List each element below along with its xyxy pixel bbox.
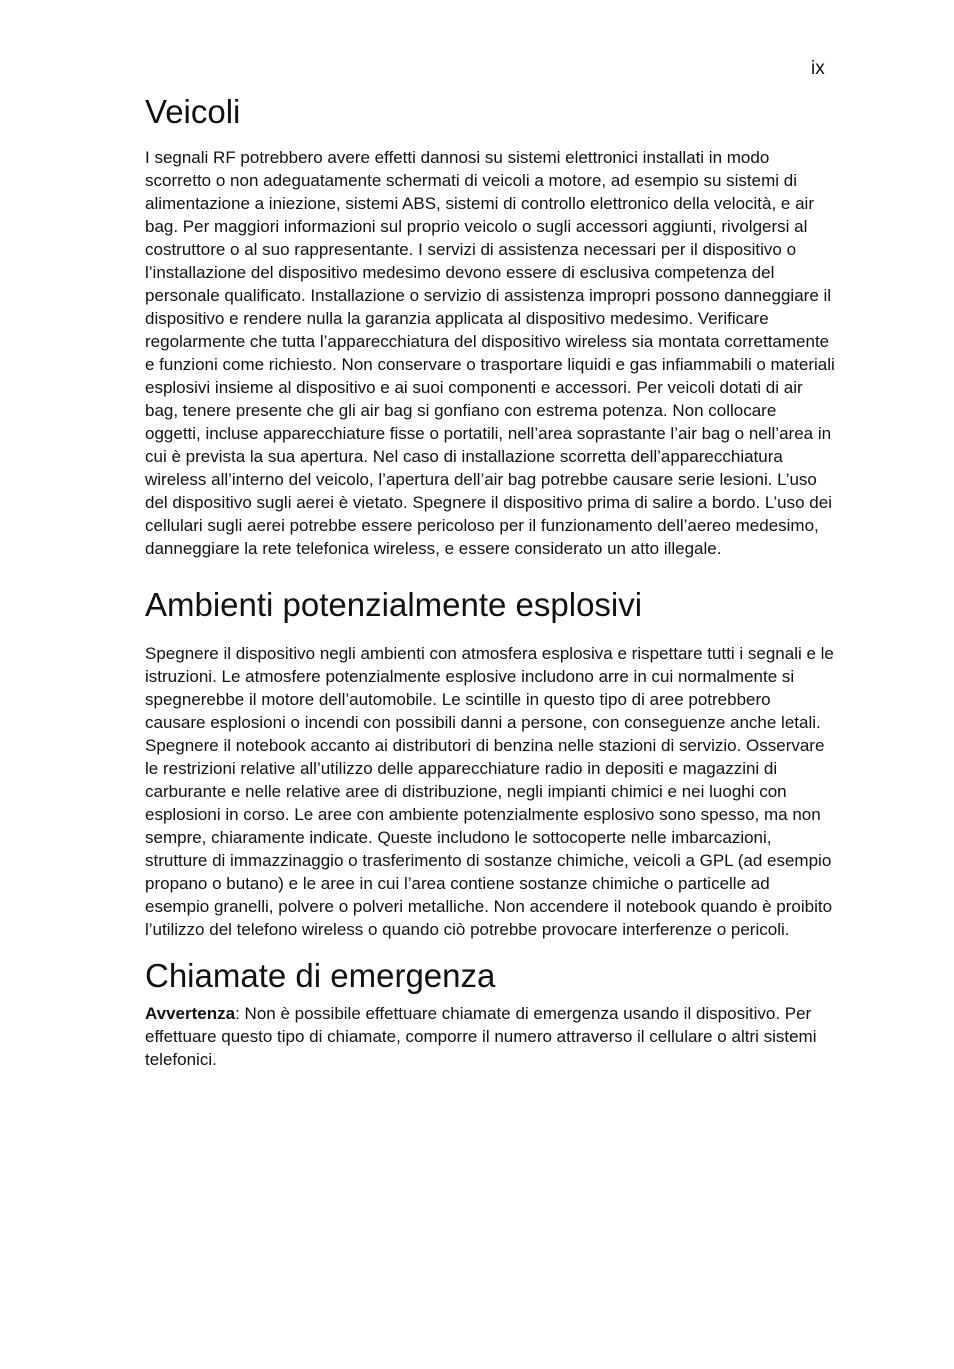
section-body-chiamate-emergenza	[145, 1002, 835, 1071]
section-title-ambienti-esplosivi: Ambienti potenzialmente esplosivi	[145, 586, 643, 623]
page-content	[145, 92, 835, 1071]
warning-text: : Non è possibile effettuare chiamate di emergenza usando il dispositivo. Per effettuare questo tipo di chiamate, comporre il numero attraverso il cellulare o altri sistemi telefonici.	[145, 1004, 817, 1069]
section-title-chiamate-emergenza: Chiamate di emergenza	[145, 957, 496, 994]
page-number: ix	[811, 58, 825, 79]
section-title-veicoli: Veicoli	[145, 93, 241, 130]
section-body-ambienti-esplosivi: Spegnere il dispositivo negli ambienti con atmosfera esplosiva e rispettare tutti i segnali e le istruzioni. Le atmosfere potenzialmente esplosive includono arre in cui normalmente si spegnerebbe il motore dell’automobile. Le scintille in questo tipo di aree potrebbero causare esplosioni o incendi con possibili danni a persone, con conseguenze anche letali. Spegnere il notebook accanto ai distributori di benzina nelle stazioni di servizio. Osservare le restrizioni relative all’utilizzo delle apparecchiature radio in depositi e magazzini di carburante e nelle relative aree di distribuzione, negli impianti chimici e nei luoghi con esplosioni in corso. Le aree con ambiente potenzialmente esplosivo sono spesso, ma non sempre, chiaramente indicate. Queste includono le sottocoperte nelle imbarcazioni, strutture di immazzinaggio o trasferimento di sostanze chimiche, veicoli a GPL (ad esempio propano o butano) e le aree in cui l’area contiene sostanze chimiche o particelle ad esempio granelli, polvere o polveri metalliche. Non accendere il notebook quando è proibito l’utilizzo del telefono wireless o quando ciò potrebbe provocare interferenze o pericoli.	[145, 644, 834, 939]
section-body-veicoli: I segnali RF potrebbero avere effetti dannosi su sistemi elettronici installati in modo scorretto o non adeguatamente schermati di veicoli a motore, ad esempio su sistemi di alimentazione a iniezione, sistemi ABS, sistemi di controllo elettronico della velocità, e air bag. Per maggiori informazioni sul proprio veicolo o sugli accessori aggiunti, rivolgersi al costruttore o al suo rappresentante. I servizi di assistenza necessari per il dispositivo o l’installazione del dispositivo medesimo devono essere di esclusiva competenza del personale qualificato. Installazione o servizio di assistenza impropri possono danneggiare il dispositivo e rendere nulla la garanzia applicata al dispositivo medesimo. Verificare regolarmente che tutta l’apparecchiatura del dispositivo wireless sia montata correttamente e funzioni come richiesto. Non conservare o trasportare liquidi e gas infiammabili o materiali esplosivi insieme al dispositivo e ai suoi componenti e accessori. Per veicoli dotati di air bag, tenere presente che gli air bag si gonfiano con estrema potenza. Non collocare oggetti, incluse apparecchiature fisse o portatili, nell’area soprastante l’air bag o nell’area in cui è prevista la sua apertura. Nel caso di installazione scorretta dell’apparecchiatura wireless all’interno del veicolo, l’apertura dell’air bag potrebbe causare serie lesioni. L’uso del dispositivo sugli aerei è vietato. Spegnere il dispositivo prima di salire a bordo. L’uso dei cellulari sugli aerei potrebbe essere pericoloso per il funzionamento dell’aereo medesimo, danneggiare la rete telefonica wireless, e essere considerato un atto illegale.	[145, 148, 835, 558]
warning-label: Avvertenza	[145, 1004, 236, 1023]
